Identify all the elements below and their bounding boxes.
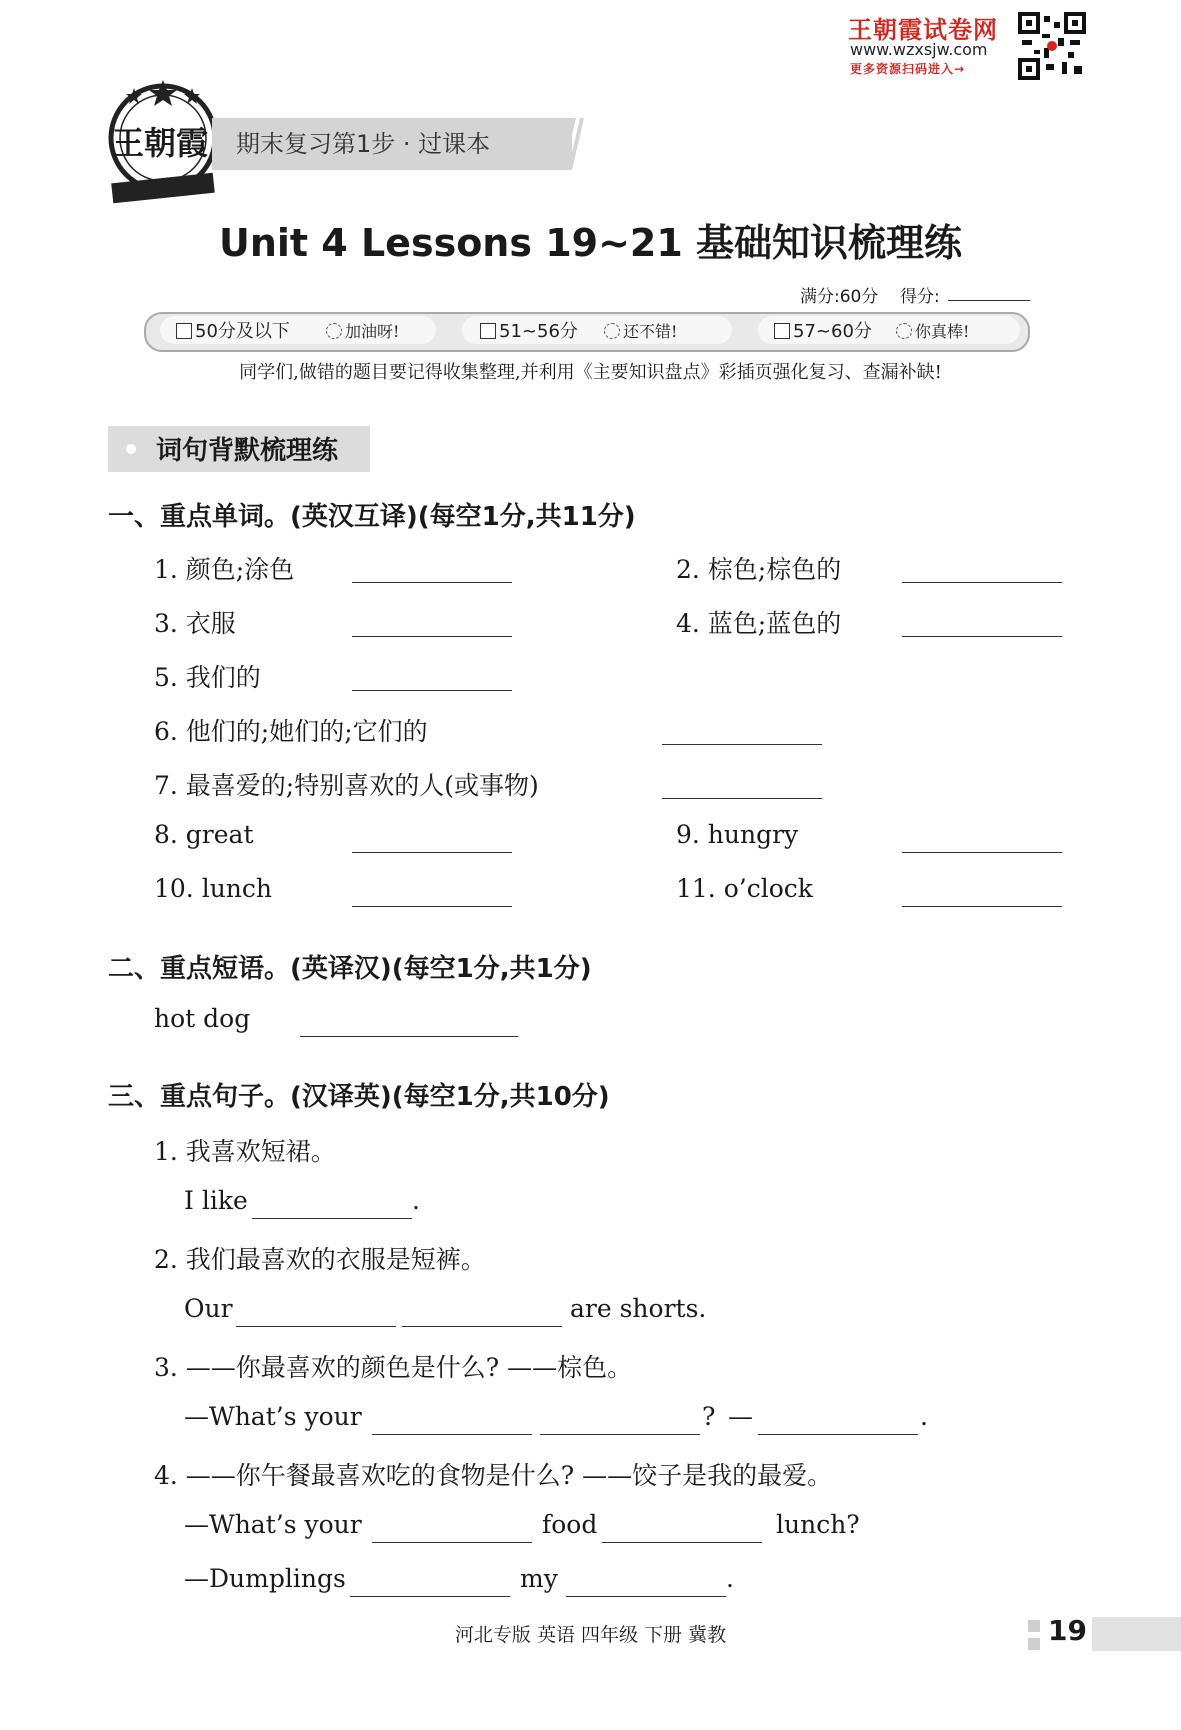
- qr-code-icon: [1018, 12, 1086, 80]
- word-item: 7. 最喜爱的;特别喜欢的人(或事物): [154, 771, 539, 800]
- answer-blank[interactable]: [902, 852, 1062, 853]
- answer-blank[interactable]: [352, 636, 512, 637]
- answer-blank[interactable]: [902, 906, 1062, 907]
- answer-blank[interactable]: [902, 582, 1062, 583]
- sentence-prompt: 2. 我们最喜欢的衣服是短裤。: [154, 1245, 486, 1274]
- footer-edition: 河北专版 英语 四年级 下册 冀教: [454, 1624, 727, 1646]
- score-range: 57~60分: [774, 317, 872, 343]
- smile-icon: [326, 323, 342, 339]
- answer-blank[interactable]: [300, 1036, 518, 1037]
- answer-blank[interactable]: [350, 1596, 510, 1597]
- score-range: 51~56分: [480, 317, 578, 343]
- sentence-text: ?: [702, 1402, 716, 1431]
- brand-url: www.wzxsjw.com: [850, 40, 988, 59]
- sentence-text: lunch?: [776, 1510, 860, 1539]
- checkbox-icon[interactable]: [176, 323, 192, 339]
- sentence-prompt: 3. ——你最喜欢的颜色是什么? ——棕色。: [154, 1353, 633, 1382]
- sentence-text: —: [728, 1402, 753, 1431]
- sentence-prompt: 4. ——你午餐最喜欢吃的食物是什么? ——饺子是我的最爱。: [154, 1461, 833, 1490]
- full-score: 满分:60分: [800, 287, 879, 307]
- logo-text: 王朝霞: [112, 124, 209, 162]
- score-note: 你真棒!: [896, 319, 969, 342]
- answer-blank[interactable]: [372, 1542, 532, 1543]
- ribbon-stripes-icon: [540, 118, 588, 170]
- page-number: 19: [1048, 1614, 1087, 1647]
- page-number-bar: [1092, 1617, 1181, 1651]
- smile-icon: [604, 323, 620, 339]
- answer-blank[interactable]: [540, 1434, 700, 1435]
- section-tab-label: 词句背默梳理练: [156, 436, 339, 466]
- word-item: 9. hungry: [676, 820, 799, 849]
- sentence-prompt: 1. 我喜欢短裙。: [154, 1137, 336, 1166]
- phrase-item: hot dog: [154, 1004, 251, 1033]
- brand-name: 王朝霞试卷网: [848, 16, 998, 44]
- tab-dot-icon: [126, 444, 136, 454]
- sentence-text: Our: [184, 1294, 233, 1323]
- word-item: 1. 颜色;涂色: [154, 555, 295, 584]
- score-label: 得分:: [899, 287, 940, 307]
- answer-blank[interactable]: [902, 636, 1062, 637]
- sentence-text: .: [920, 1402, 928, 1431]
- answer-blank[interactable]: [352, 582, 512, 583]
- answer-blank[interactable]: [662, 798, 822, 799]
- sentence-text: —What’s your: [184, 1402, 362, 1431]
- part2-heading: 二、重点短语。(英译汉)(每空1分,共1分): [108, 954, 592, 984]
- page-deco-icon: [1028, 1620, 1040, 1632]
- part3-heading: 三、重点句子。(汉译英)(每空1分,共10分): [108, 1082, 610, 1112]
- score-range: 50分及以下: [176, 317, 290, 343]
- answer-blank[interactable]: [566, 1596, 726, 1597]
- sentence-text: I like: [184, 1186, 248, 1215]
- page-deco-icon: [1028, 1638, 1040, 1650]
- word-item: 4. 蓝色;蓝色的: [676, 609, 842, 638]
- answer-blank[interactable]: [236, 1326, 396, 1327]
- sentence-text: .: [726, 1564, 734, 1593]
- word-item: 11. o’clock: [676, 874, 813, 903]
- page-title: Unit 4 Lessons 19~21 基础知识梳理练: [218, 221, 963, 265]
- sentence-text: —Dumplings: [184, 1564, 346, 1593]
- study-tip: 同学们,做错的题目要记得收集整理,并利用《主要知识盘点》彩插页强化复习、查漏补缺!: [239, 362, 942, 383]
- smile-icon: [896, 323, 912, 339]
- score-note: 还不错!: [604, 319, 677, 342]
- word-item: 3. 衣服: [154, 609, 236, 638]
- answer-blank[interactable]: [758, 1434, 918, 1435]
- part1-heading: 一、重点单词。(英汉互译)(每空1分,共11分): [108, 502, 636, 532]
- sentence-text: my: [520, 1564, 558, 1593]
- ribbon-text: 期末复习第1步 · 过课本: [236, 130, 491, 158]
- answer-blank[interactable]: [602, 1542, 762, 1543]
- word-item: 2. 棕色;棕色的: [676, 555, 842, 584]
- checkbox-icon[interactable]: [480, 323, 496, 339]
- answer-blank[interactable]: [252, 1218, 412, 1219]
- checkbox-icon[interactable]: [774, 323, 790, 339]
- word-item: 5. 我们的: [154, 663, 261, 692]
- answer-blank[interactable]: [352, 906, 512, 907]
- word-item: 8. great: [154, 820, 254, 849]
- score-info: [800, 282, 940, 307]
- score-note: 加油呀!: [326, 319, 399, 342]
- word-item: 6. 他们的;她们的;它们的: [154, 717, 428, 746]
- sentence-text: food: [542, 1510, 598, 1539]
- word-item: 10. lunch: [154, 874, 273, 903]
- answer-blank[interactable]: [372, 1434, 532, 1435]
- sentence-text: —What’s your: [184, 1510, 362, 1539]
- answer-blank[interactable]: [352, 852, 512, 853]
- sentence-text: .: [412, 1186, 420, 1215]
- answer-blank[interactable]: [662, 744, 822, 745]
- answer-blank[interactable]: [402, 1326, 562, 1327]
- brand-scan-hint: 更多资源扫码进入→: [850, 62, 966, 76]
- answer-blank[interactable]: [352, 690, 512, 691]
- score-blank[interactable]: [948, 300, 1030, 301]
- sentence-text: are shorts.: [570, 1294, 707, 1323]
